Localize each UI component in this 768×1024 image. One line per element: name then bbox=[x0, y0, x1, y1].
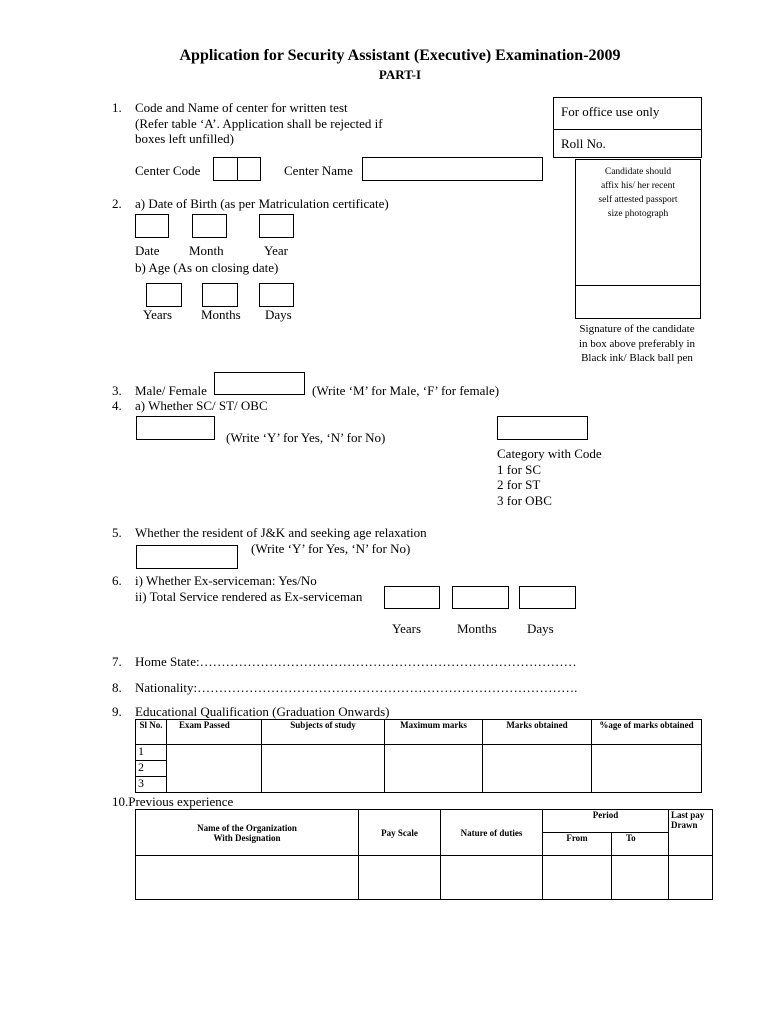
edu-header-sl: Sl No. bbox=[136, 720, 167, 745]
form-title: Application for Security Assistant (Executive) Examination-2009 bbox=[179, 47, 621, 64]
experience-table bbox=[135, 809, 713, 900]
edu-header-percentage: %age of marks obtained bbox=[592, 720, 702, 745]
roll-no-label: Roll No. bbox=[561, 136, 606, 151]
age-days-label: Days bbox=[265, 307, 292, 322]
center-name-field[interactable] bbox=[362, 157, 543, 181]
age-months-box[interactable] bbox=[202, 283, 238, 307]
exp-header-org bbox=[136, 810, 359, 856]
nationality-field[interactable]: Nationality:……………………………………………………………………………. bbox=[135, 680, 578, 695]
photo-instruction-3: self attested passport bbox=[598, 195, 678, 205]
dob-label: a) Date of Birth (as per Matriculation certificate) bbox=[135, 196, 389, 211]
edu-exam-cell[interactable] bbox=[167, 745, 262, 793]
edu-header-subjects: Subjects of study bbox=[262, 720, 385, 745]
edu-header-max: Maximum marks bbox=[385, 720, 483, 745]
category-yn-field[interactable] bbox=[136, 416, 215, 440]
exp-header-last-pay-1: Last pay bbox=[671, 810, 705, 820]
q1-number: 1. bbox=[112, 100, 122, 115]
category-obc: 3 for OBC bbox=[497, 493, 552, 508]
jk-resident-label: Whether the resident of J&K and seeking age relaxation bbox=[135, 525, 427, 540]
category-code-field[interactable] bbox=[497, 416, 588, 440]
office-use-divider bbox=[553, 129, 702, 130]
gender-hint: (Write ‘M’ for Male, ‘F’ for female) bbox=[312, 383, 500, 398]
q6-number: 6. bbox=[112, 573, 122, 588]
edu-row-num: 1 bbox=[136, 745, 167, 761]
exp-header-pay-scale: Pay Scale bbox=[359, 810, 441, 856]
jk-resident-hint: (Write ‘Y’ for Yes, ‘N’ for No) bbox=[251, 541, 411, 556]
service-rendered-label: ii) Total Service rendered as Ex-serviceman bbox=[135, 589, 363, 604]
q4-number: 4. bbox=[112, 398, 122, 413]
photo-instruction-4: size photograph bbox=[607, 209, 669, 219]
category-code-title: Category with Code bbox=[497, 446, 602, 461]
q8-number: 8. bbox=[112, 680, 122, 695]
service-months-label: Months bbox=[457, 621, 497, 636]
dob-date-box[interactable] bbox=[135, 214, 169, 238]
age-label: b) Age (As on closing date) bbox=[135, 260, 279, 275]
signature-note-2: in box above preferably in bbox=[578, 338, 696, 350]
center-code-box-1[interactable] bbox=[213, 157, 238, 181]
center-name-label: Center Name bbox=[284, 163, 353, 178]
photo-instruction-2: affix his/ her recent bbox=[601, 181, 675, 191]
exp-header-org-1: Name of the Organization bbox=[197, 822, 297, 833]
category-question-label: a) Whether SC/ ST/ OBC bbox=[135, 398, 268, 413]
category-yn-hint: (Write ‘Y’ for Yes, ‘N’ for No) bbox=[226, 430, 386, 445]
service-days-box[interactable] bbox=[519, 586, 576, 609]
q2-number: 2. bbox=[112, 196, 122, 211]
dob-month-box[interactable] bbox=[192, 214, 227, 238]
signature-box[interactable] bbox=[575, 285, 701, 319]
service-days-label: Days bbox=[527, 621, 554, 636]
edu-obtained-cell[interactable] bbox=[483, 745, 592, 793]
exp-header-last-pay bbox=[669, 810, 713, 856]
edu-max-cell[interactable] bbox=[385, 745, 483, 793]
category-st: 2 for ST bbox=[497, 477, 541, 492]
q1-line2: (Refer table ‘A’. Application shall be rejected if bbox=[135, 116, 383, 131]
office-use-label: For office use only bbox=[561, 104, 660, 119]
service-years-label: Years bbox=[392, 621, 422, 636]
category-sc: 1 for SC bbox=[497, 462, 542, 477]
exp-header-last-pay-2: Drawn bbox=[671, 820, 698, 830]
dob-month-label: Month bbox=[189, 243, 224, 258]
exp-org-cell[interactable] bbox=[136, 856, 359, 900]
exp-header-to: To bbox=[612, 833, 669, 856]
edu-header-exam: Exam Passed bbox=[167, 720, 262, 745]
edu-row-num: 2 bbox=[136, 761, 167, 777]
education-table bbox=[135, 719, 702, 793]
experience-label: 10.Previous experience bbox=[112, 794, 234, 809]
ex-serviceman-label: i) Whether Ex-serviceman: Yes/No bbox=[135, 573, 317, 588]
age-months-label: Months bbox=[201, 307, 241, 322]
age-days-box[interactable] bbox=[259, 283, 294, 307]
q3-number: 3. bbox=[112, 383, 122, 398]
q5-number: 5. bbox=[112, 525, 122, 540]
exp-header-org-2: With Designation bbox=[213, 832, 281, 843]
q9-number: 9. bbox=[112, 704, 122, 719]
dob-year-box[interactable] bbox=[259, 214, 294, 238]
center-code-box-2[interactable] bbox=[237, 157, 261, 181]
q7-number: 7. bbox=[112, 654, 122, 669]
exp-last-pay-cell[interactable] bbox=[669, 856, 713, 900]
exp-pay-scale-cell[interactable] bbox=[359, 856, 441, 900]
edu-subjects-cell[interactable] bbox=[262, 745, 385, 793]
education-label: Educational Qualification (Graduation Onwards) bbox=[135, 704, 390, 719]
exp-to-cell[interactable] bbox=[612, 856, 669, 900]
home-state-field[interactable]: Home State:…………………………………………………………………………… bbox=[135, 654, 577, 669]
age-years-box[interactable] bbox=[146, 283, 182, 307]
dob-date-label: Date bbox=[135, 243, 160, 258]
part-label: PART-I bbox=[378, 67, 422, 82]
dob-year-label: Year bbox=[264, 243, 288, 258]
exp-header-duties: Nature of duties bbox=[441, 810, 543, 856]
q1-line3: boxes left unfilled) bbox=[135, 131, 234, 146]
exp-header-period: Period bbox=[543, 810, 669, 833]
signature-note-3: Black ink/ Black ball pen bbox=[581, 352, 693, 364]
exp-from-cell[interactable] bbox=[543, 856, 612, 900]
edu-percentage-cell[interactable] bbox=[592, 745, 702, 793]
signature-note-1: Signature of the candidate bbox=[579, 323, 695, 335]
center-code-label: Center Code bbox=[135, 163, 201, 178]
exp-duties-cell[interactable] bbox=[441, 856, 543, 900]
q1-line1: Code and Name of center for written test bbox=[135, 100, 348, 115]
edu-row-num: 3 bbox=[136, 777, 167, 793]
service-months-box[interactable] bbox=[452, 586, 509, 609]
jk-resident-field[interactable] bbox=[136, 545, 238, 569]
exp-header-from: From bbox=[543, 833, 612, 856]
age-years-label: Years bbox=[143, 307, 173, 322]
gender-field[interactable] bbox=[214, 372, 305, 395]
service-years-box[interactable] bbox=[384, 586, 440, 609]
edu-header-obtained: Marks obtained bbox=[483, 720, 592, 745]
photo-instruction-1: Candidate should bbox=[604, 167, 672, 177]
gender-label: Male/ Female bbox=[135, 383, 207, 398]
